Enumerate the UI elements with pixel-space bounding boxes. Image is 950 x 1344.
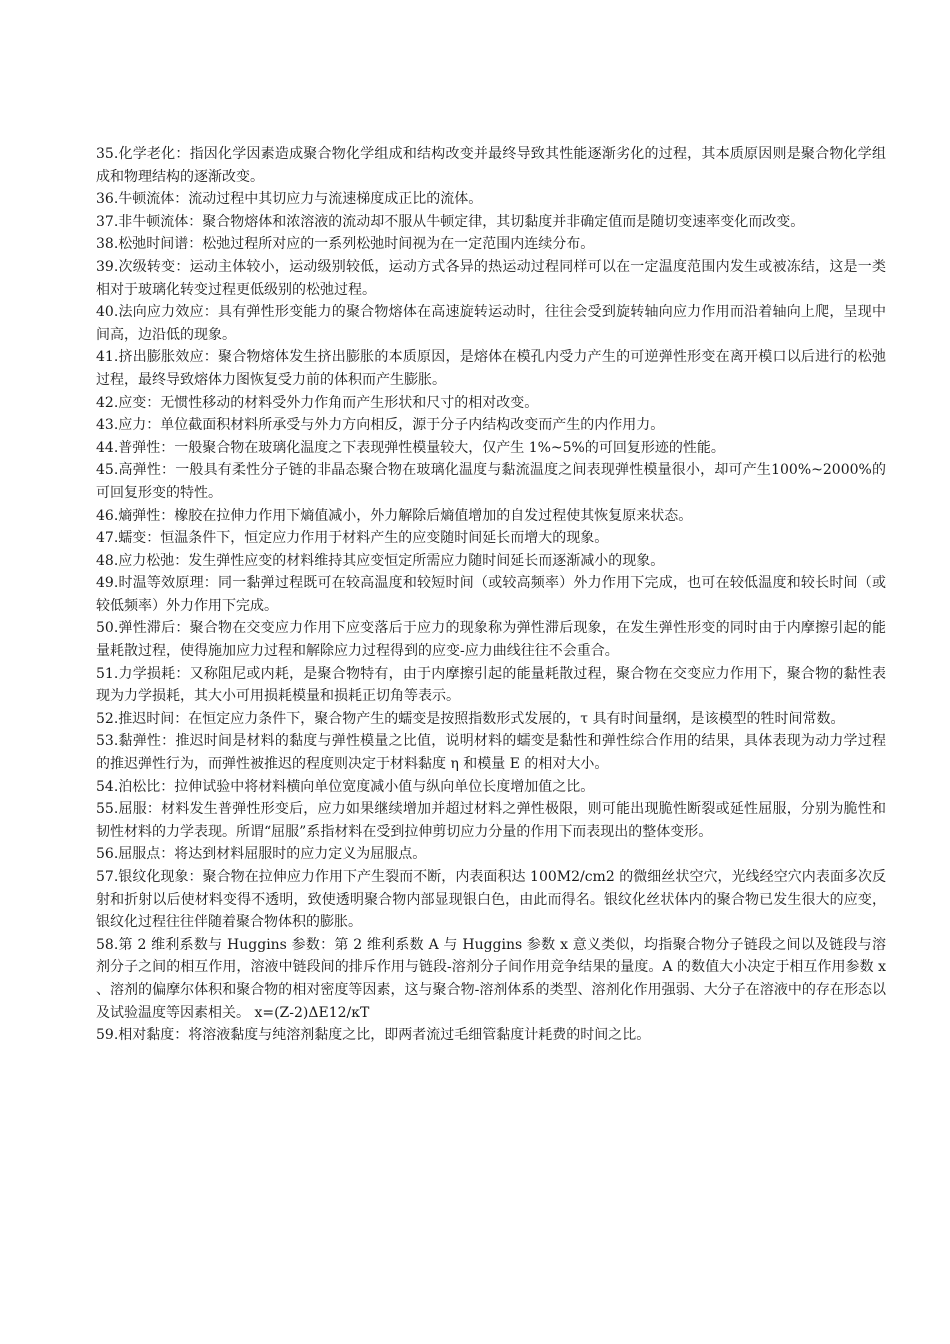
entry-55-yield: 55.屈服：材料发生普弹性形变后，应力如果继续增加并超过材料之弹性极限，则可能出现脆性断裂或延性屈服，分别为脆性和韧性材料的力学表现。所谓“屈服”系指材料在受到拉伸剪切应力分量的作用下而表现出的整体变形。 [96,801,886,840]
entry-44-ordinary-elasticity: 44.普弹性：一般聚合物在玻璃化温度之下表现弹性模量较大，仅产生 1%~5%的可回复形迹的性能。 [96,439,725,456]
entry-38-relaxation-spectrum: 38.松弛时间谱：松弛过程所对应的一系列松弛时间视为在一定范围内连续分布。 [96,236,595,253]
entry-58-virial-huggins: 58.第 2 维利系数与 Huggins 参数：第 2 维利系数 A 与 Huggins 参数 x 意义类似，均指聚合物分子链段之间以及链段与溶剂分子之间的相互作用，溶液中链段间的排斥作用与链段-溶剂分子间作用竞争结果的量度。A 的数值大小决定于相互作用参数 x 、溶剂的偏摩尔体积和聚合物的相对密度等因素，这与聚合物-溶剂体系的类型、溶剂化作用强弱、大分子在溶液中的存在形态以及试验温度等因素相关。 x=(Z-2)ΔE12/κT [96,936,886,1021]
document-body [96,143,886,1047]
entry-42-strain: 42.应变：无惯性移动的材料受外力作角而产生形状和尺寸的相对改变。 [96,394,539,411]
entry-45-high-elasticity: 45.高弹性：一般具有柔性分子链的非晶态聚合物在玻璃化温度与黏流温度之间表现弹性模量很小，却可产生100%~2000%的可回复形变的特性。 [96,462,886,501]
entry-46-entropy-elasticity: 46.熵弹性：橡胶在拉伸力作用下熵值减小，外力解除后熵值增加的自发过程使其恢复原来状态。 [96,507,693,524]
entry-50-elastic-hysteresis: 50.弹性滞后：聚合物在交变应力作用下应变落后于应力的现象称为弹性滞后现象，在发生弹性形变的同时由于内摩擦引起的能量耗散过程，使得施加应力过程和解除应力过程得到的应变-应力曲线往往不会重合。 [96,620,886,660]
entry-37-non-newtonian-fluid: 37.非牛顿流体：聚合物熔体和浓溶液的流动却不服从牛顿定律，其切黏度并非确定值而是随切变速率变化而改变。 [96,213,805,230]
entry-52-retardation-time: 52.推迟时间：在恒定应力条件下，聚合物产生的蠕变是按照指数形式发展的，τ 具有时间量纲，是该模型的牲时间常数。 [96,710,845,727]
entry-43-stress: 43.应力：单位截面积材料所承受与外力方向相反，源于分子内结构改变而产生的内作用力。 [96,417,665,434]
entry-53-viscoelasticity: 53.黏弹性：推迟时间是材料的黏度与弹性模量之比值，说明材料的蠕变是黏性和弹性综合作用的结果，具体表现为动力学过程的推迟弹性行为，而弹性被推迟的程度则决定于材料黏度 η 和模量 E 的相对大小。 [96,733,886,773]
entry-51-mechanical-loss: 51.力学损耗：又称阻尼或内耗，是聚合物特有，由于内摩擦引起的能量耗散过程，聚合物在交变应力作用下，聚合物的黏性表现为力学损耗，其大小可用损耗模量和损耗正切角等表示。 [96,665,886,705]
entry-59-relative-viscosity: 59.相对黏度：将溶液黏度与纯溶剂黏度之比，即两者流过毛细管黏度计耗费的时间之比。 [96,1027,651,1044]
entry-48-stress-relaxation: 48.应力松弛：发生弹性应变的材料维持其应变恒定所需应力随时间延长而逐渐减小的现象。 [96,552,665,569]
entry-56-yield-point: 56.屈服点：将达到材料屈服时的应力定义为屈服点。 [96,846,427,863]
entry-40-normal-stress-effect: 40.法向应力效应：具有弹性形变能力的聚合物熔体在高速旋转运动时，往往会受到旋转轴向应力作用而沿着轴向上爬，呈现中间高，边沿低的现象。 [96,304,886,343]
entry-39-secondary-transition: 39.次级转变：运动主体较小，运动级别较低，运动方式各异的热运动过程同样可以在一定温度范围内发生或被冻结，这是一类相对于玻璃化转变过程更低级别的松弛过程。 [96,258,886,298]
entry-41-die-swell: 41.挤出膨胀效应：聚合物熔体发生挤出膨胀的本质原因，是熔体在模孔内受力产生的可逆弹性形变在离开模口以后进行的松弛过程，最终导致熔体力图恢复受力前的体积而产生膨胀。 [96,349,886,388]
entry-49-time-temperature-superposition: 49.时温等效原理：同一黏弹过程既可在较高温度和较短时间（或较高频率）外力作用下完成，也可在较低温度和较长时间（或较低频率）外力作用下完成。 [96,575,886,614]
entry-57-crazing: 57.银纹化现象：聚合物在拉伸应力作用下产生裂而不断，内表面积达 100M2/cm2 的微细丝状空穴，光线经空穴内表面多次反射和折射以后使材料变得不透明，致使透明聚合物内部显现银白色，由此而得名。银纹化丝状体内的聚合物已发生很大的应变，银纹化过程往往伴随着聚合物体积的膨胀。 [96,869,886,931]
entry-47-creep: 47.蠕变：恒温条件下，恒定应力作用于材料产生的应变随时间延长而增大的现象。 [96,530,609,547]
entry-36-newtonian-fluid: 36.牛顿流体：流动过程中其切应力与流速梯度成正比的流体。 [96,191,483,208]
entry-35-chemical-aging: 35.化学老化：指因化学因素造成聚合物化学组成和结构改变并最终导致其性能逐渐劣化的过程，其本质原因则是聚合物化学组成和物理结构的逐渐改变。 [96,146,886,185]
entry-54-poisson-ratio: 54.泊松比：拉伸试验中将材料横向单位宽度减小值与纵向单位长度增加值之比。 [96,778,595,795]
